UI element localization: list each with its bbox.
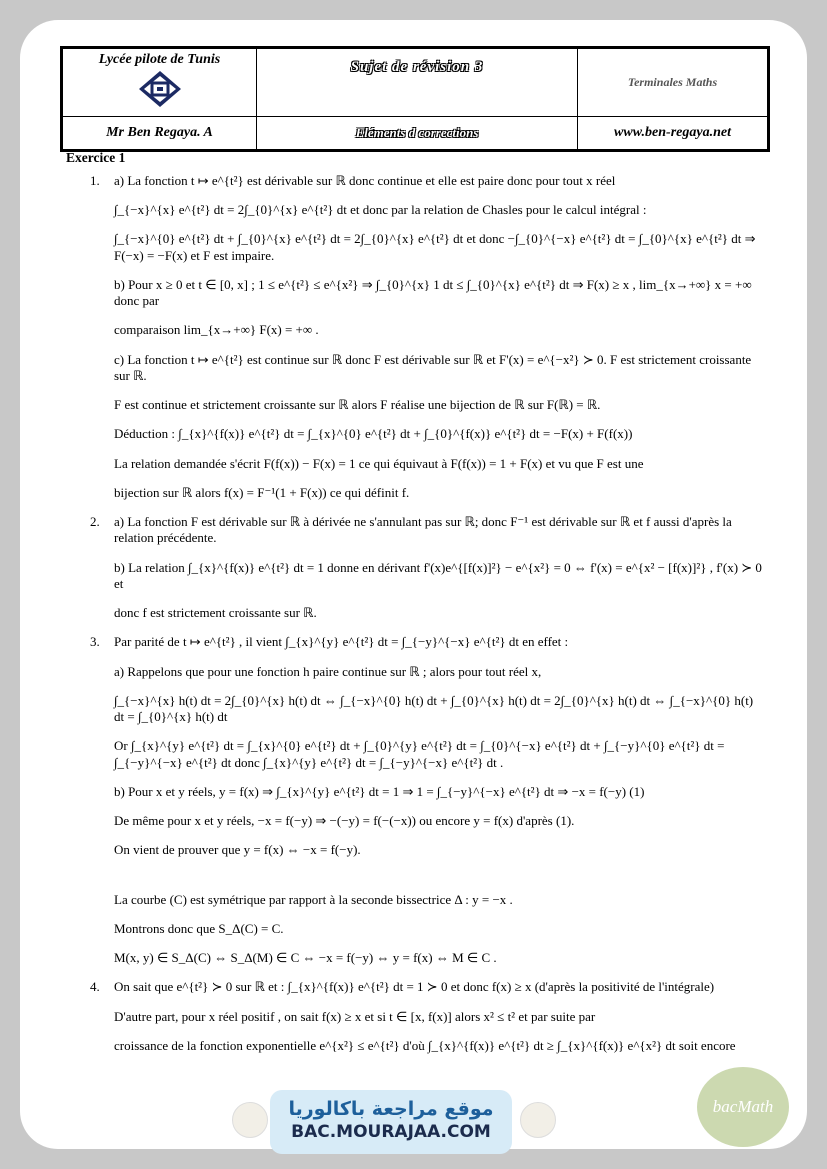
- class-cell: [578, 49, 768, 117]
- website-link[interactable]: www.ben-regaya.net: [614, 125, 731, 140]
- exercise-title: Exercice 1: [66, 150, 126, 165]
- promo-badge[interactable]: [270, 1090, 512, 1154]
- text-line: ∫_{−x}^{x} h(t) dt = 2∫_{0}^{x} h(t) dt ⇔ ∫_{−x}^{0} h(t) dt + ∫_{0}^{x} h(t) dt = 2∫_{0}^{x} h(t) dt ⇔ ∫_{−x}^{0} h(t) dt = ∫_{0}^{x} h(t) dt: [114, 692, 754, 725]
- text-line: La courbe (C) est symétrique par rapport à la seconde bissectrice Δ : y = −x .: [114, 891, 513, 907]
- exercise-items: [66, 173, 766, 1054]
- text-line: Par parité de t ↦ e^{t²} , il vient ∫_{x}^{y} e^{t²} dt = ∫_{−y}^{−x} e^{t²} dt en effet :: [114, 634, 569, 650]
- text-line: a) La fonction t ↦ e^{t²} est dérivable sur ℝ donc continue et elle est paire donc pour tout x réel: [114, 172, 616, 188]
- item-number: 2.: [90, 514, 100, 530]
- text-line: M(x, y) ∈ S_Δ(C) ⇔ S_Δ(M) ∈ C ⇔ −x = f(−y) ⇔ y = f(x) ⇔ M ∈ C .: [114, 950, 497, 966]
- text-line: comparaison lim_{x→+∞} F(x) = +∞ .: [114, 322, 319, 338]
- exercise-item: [66, 514, 766, 621]
- text-line: a) La fonction F est dérivable sur ℝ à dérivée ne s'annulant pas sur ℝ; donc F⁻¹ est dérivable sur ℝ et f aussi d'après la relation précédente.: [114, 514, 732, 546]
- text-line: b) Pour x ≥ 0 et t ∈ [0, x] ; 1 ≤ e^{t²} ≤ e^{x²} ⇒ ∫_{0}^{x} 1 dt ≤ ∫_{0}^{x} e^{t²} dt ⇒ F(x) ≥ x , lim_{x→+∞} x = +∞ donc par: [114, 276, 752, 309]
- item-number: 3.: [90, 634, 100, 650]
- text-line: Montrons donc que S_Δ(C) = C.: [114, 920, 284, 936]
- school-name: Lycée pilote de Tunis: [98, 52, 221, 67]
- text-line: D'autre part, pour x réel positif , on sait f(x) ≥ x et si t ∈ [x, f(x)] alors x² ≤ t² et par suite par: [114, 1008, 596, 1024]
- text-line: De même pour x et y réels, −x = f(−y) ⇒ −(−y) = f(−(−x)) ou encore y = f(x) d'après (1).: [114, 813, 575, 829]
- site-logo-left-icon: [232, 1102, 268, 1138]
- item-number: 4.: [90, 979, 100, 995]
- site-logo-right-icon: [520, 1102, 556, 1138]
- teacher-cell: [63, 117, 257, 150]
- text-line: Or ∫_{x}^{y} e^{t²} dt = ∫_{x}^{0} e^{t²} dt + ∫_{0}^{y} e^{t²} dt = ∫_{0}^{−x} e^{t²} dt + ∫_{−y}^{0} e^{t²} dt = ∫_{−y}^{−x} e^{t²} dt donc ∫_{x}^{y} e^{t²} dt = ∫_{−y}^{−x} e^{t²} dt .: [114, 738, 725, 770]
- item-number: 1.: [90, 172, 100, 188]
- class-name: Terminales Maths: [627, 75, 718, 89]
- document-body: [66, 146, 766, 1067]
- text-line: croissance de la fonction exponentielle e^{x²} ≤ e^{t²} d'où ∫_{x}^{f(x)} e^{t²} dt ≥ ∫_{x}^{f(x)} e^{x²} dt soit encore: [114, 1037, 736, 1053]
- text-line: [114, 872, 766, 892]
- document-title: Sujet de révision 3: [350, 58, 484, 75]
- exercise-item: [66, 173, 766, 501]
- text-line: La relation demandée s'écrit F(f(x)) − F(x) = 1 ce qui équivaut à F(f(x)) = 1 + F(x) et vu que F est une: [114, 455, 644, 471]
- text-line: a) Rappelons que pour une fonction h paire continue sur ℝ ; alors pour tout réel x,: [114, 663, 542, 679]
- text-line: b) La relation ∫_{x}^{f(x)} e^{t²} dt = 1 donne en dérivant f'(x)e^{[f(x)]²} − e^{x²} = 0 ⇔ f'(x) = e^{x² − [f(x)]²} , f'(x) ≻ 0 et: [114, 559, 762, 591]
- promo-url[interactable]: BAC.MOURAJAA.COM: [291, 1122, 491, 1142]
- teacher-name: Mr Ben Regaya. A: [106, 125, 213, 140]
- text-line: bijection sur ℝ alors f(x) = F⁻¹(1 + F(x)) ce qui définit f.: [114, 484, 410, 500]
- document-subtitle: Eléments d corrections: [355, 125, 479, 140]
- text-line: ∫_{−x}^{x} e^{t²} dt = 2∫_{0}^{x} e^{t²} dt et donc par la relation de Chasles pour le calcul intégral :: [114, 202, 647, 218]
- exercise-item: [66, 634, 766, 966]
- bac-math-logo: bacMath: [697, 1067, 789, 1147]
- text-line: b) Pour x et y réels, y = f(x) ⇒ ∫_{x}^{y} e^{t²} dt = 1 ⇒ 1 = ∫_{−y}^{−x} e^{t²} dt ⇒ −x = f(−y) (1): [114, 783, 645, 799]
- title-cell: [257, 49, 578, 117]
- website-cell: [578, 117, 768, 150]
- text-line: c) La fonction t ↦ e^{t²} est continue sur ℝ donc F est dérivable sur ℝ et F'(x) = e^{−x²} ≻ 0. F est strictement croissante sur ℝ.: [114, 351, 752, 383]
- text-line: Déduction : ∫_{x}^{f(x)} e^{t²} dt = ∫_{x}^{0} e^{t²} dt + ∫_{0}^{f(x)} e^{t²} dt = −F(x) + F(f(x)): [114, 426, 633, 442]
- exercise-item: [66, 979, 766, 1054]
- document-header: [60, 46, 770, 152]
- text-line: F est continue et strictement croissante sur ℝ alors F réalise une bijection de ℝ sur F(ℝ) = ℝ.: [114, 397, 601, 413]
- subtitle-cell: [257, 117, 578, 150]
- text-line: On sait que e^{t²} ≻ 0 sur ℝ et : ∫_{x}^{f(x)} e^{t²} dt = 1 ≻ 0 et donc f(x) ≥ x (d'après la positivité de l'intégrale): [114, 979, 715, 995]
- text-line: On vient de prouver que y = f(x) ⇔ −x = f(−y).: [114, 842, 361, 858]
- school-cell: [63, 49, 257, 117]
- text-line: donc f est strictement croissante sur ℝ.: [114, 605, 317, 621]
- text-line: ∫_{−x}^{0} e^{t²} dt + ∫_{0}^{x} e^{t²} dt = 2∫_{0}^{x} e^{t²} dt et donc −∫_{0}^{−x} e^{t²} dt = ∫_{0}^{x} e^{t²} dt ⇒ F(−x) = −F(x) et F est impaire.: [114, 231, 756, 263]
- school-logo-icon: [138, 70, 182, 108]
- promo-arabic-text: موقع مراجعة باكالوريا: [288, 1098, 494, 1120]
